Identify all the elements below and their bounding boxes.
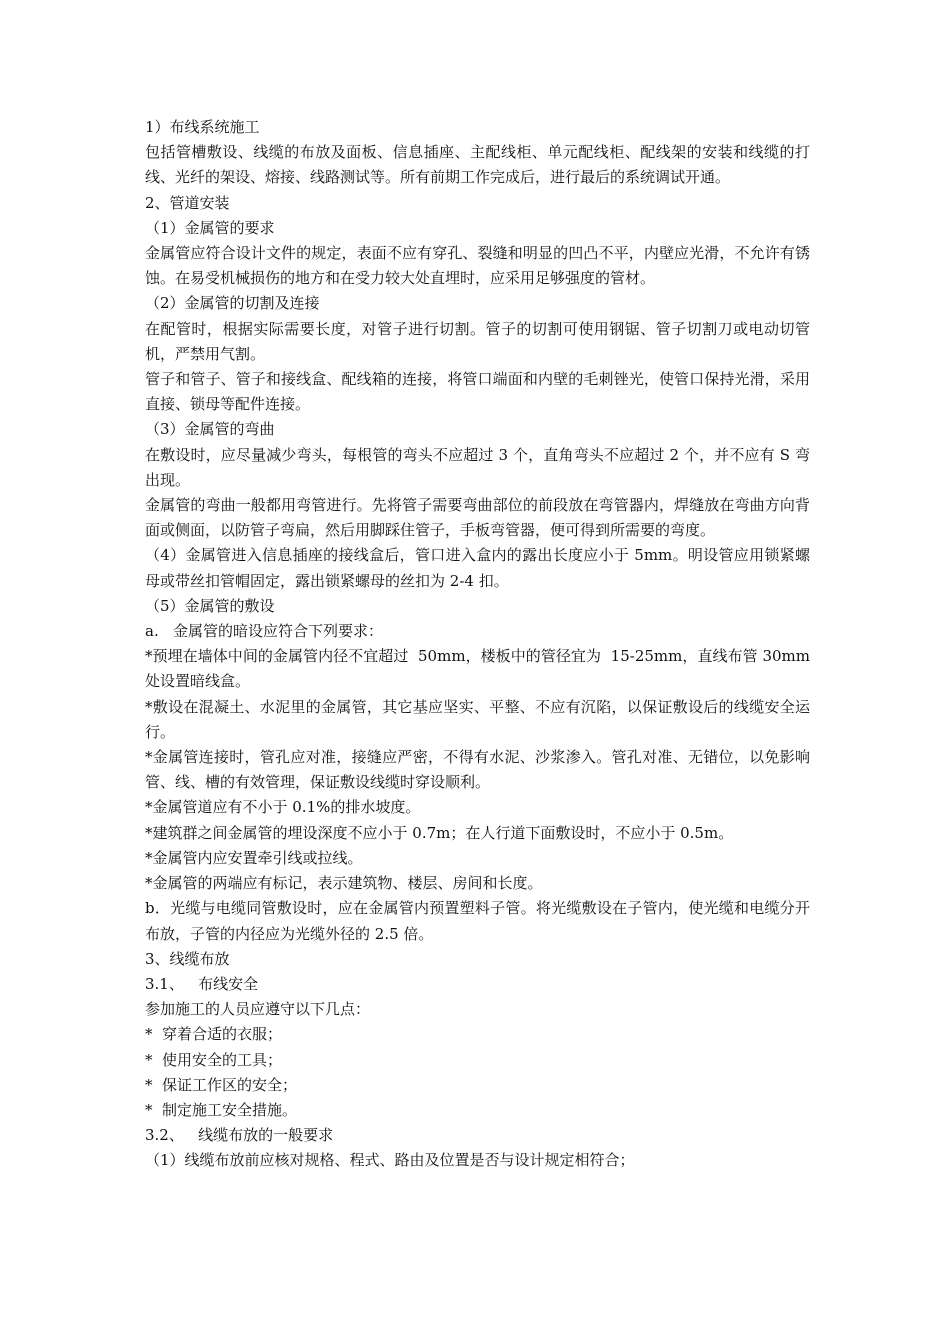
paragraph: 在配管时，根据实际需要长度，对管子进行切割。管子的切割可使用钢锯、管子切割刀或电动切管机，严禁用气割。: [145, 319, 810, 363]
list-item: *敷设在混凝土、水泥里的金属管，其它基应坚实、平整、不应有沉陷，以保证敷设后的线缆安全运行。: [145, 697, 810, 741]
paragraph: 金属管应符合设计文件的规定，表面不应有穿孔、裂缝和明显的凹凸不平，内壁应光滑，不允许有锈蚀。在易受机械损伤的地方和在受力较大处直埋时，应采用足够强度的管材。: [145, 244, 810, 288]
document-body: [145, 115, 815, 1174]
list-item: *金属管内应安置牵引线或拉线。: [145, 848, 363, 867]
paragraph: a. 金属管的暗设应符合下列要求：: [145, 622, 384, 641]
list-item: *建筑群之间金属管的埋设深度不应小于 0.7m；在人行道下面敷设时，不应小于 0.5m。: [145, 823, 734, 842]
list-item: * 制定施工安全措施。: [145, 1100, 298, 1119]
paragraph: 参加施工的人员应遵守以下几点：: [145, 1000, 371, 1019]
list-item: *金属管的两端应有标记，表示建筑物、楼层、房间和长度。: [145, 874, 543, 893]
paragraph: 管子和管子、管子和接线盒、配线箱的连接，将管口端面和内壁的毛刺锉光，使管口保持光滑，采用直接、锁母等配件连接。: [145, 370, 810, 414]
section-heading: 3、线缆布放: [145, 949, 230, 968]
paragraph: 1）布线系统施工: [145, 118, 260, 136]
subsection-heading: （3）金属管的弯曲: [145, 420, 275, 439]
subsection-heading: 3.2、 线缆布放的一般要求: [145, 1126, 334, 1145]
list-item: * 使用安全的工具；: [145, 1050, 283, 1069]
list-item: * 穿着合适的衣服；: [145, 1025, 283, 1044]
paragraph: b．光缆与电缆同管敷设时，应在金属管内预置塑料子管。将光缆敷设在子管内，使光缆和电缆分开布放，子管的内径应为光缆外径的 2.5 倍。: [145, 899, 810, 943]
list-item: * 保证工作区的安全；: [145, 1075, 298, 1094]
subsection-heading: 3.1、 布线安全: [145, 974, 259, 993]
subsection-heading: （5）金属管的敷设: [145, 596, 275, 615]
paragraph: （1）线缆布放前应核对规格、程式、路由及位置是否与设计规定相符合；: [145, 1151, 635, 1170]
paragraph: 包括管槽敷设、线缆的布放及面板、信息插座、主配线柜、单元配线柜、配线架的安装和线缆的打线、光纤的架设、熔接、线路测试等。所有前期工作完成后，进行最后的系统调试开通。: [145, 143, 810, 187]
list-item: *预埋在墙体中间的金属管内径不宜超过 50mm，楼板中的管径宜为 15-25mm，直线布管 30mm 处设置暗线盒。: [145, 647, 815, 691]
list-item: *金属管连接时，管孔应对准，接缝应严密，不得有水泥、沙浆渗入。管孔对准、无错位，以免影响管、线、槽的有效管理，保证敷设线缆时穿设顺利。: [145, 748, 810, 792]
paragraph: 在敷设时，应尽量减少弯头，每根管的弯头不应超过 3 个，直角弯头不应超过 2 个，并不应有 S 弯出现。: [145, 445, 810, 489]
paragraph: （4）金属管进入信息插座的接线盒后，管口进入盒内的露出长度应小于 5mm。明设管应用锁紧螺母或带丝扣管帽固定，露出锁紧螺母的丝扣为 2-4 扣。: [145, 546, 810, 590]
list-item: *金属管道应有不小于 0.1%的排水坡度。: [145, 798, 421, 817]
paragraph: 金属管的弯曲一般都用弯管进行。先将管子需要弯曲部位的前段放在弯管器内，焊缝放在弯曲方向背面或侧面，以防管子弯扁，然后用脚踩住管子，手板弯管器，便可得到所需要的弯度。: [145, 496, 810, 540]
section-heading: 2、管道安装: [145, 193, 230, 212]
subsection-heading: （2）金属管的切割及连接: [145, 294, 320, 313]
subsection-heading: （1）金属管的要求: [145, 218, 275, 237]
